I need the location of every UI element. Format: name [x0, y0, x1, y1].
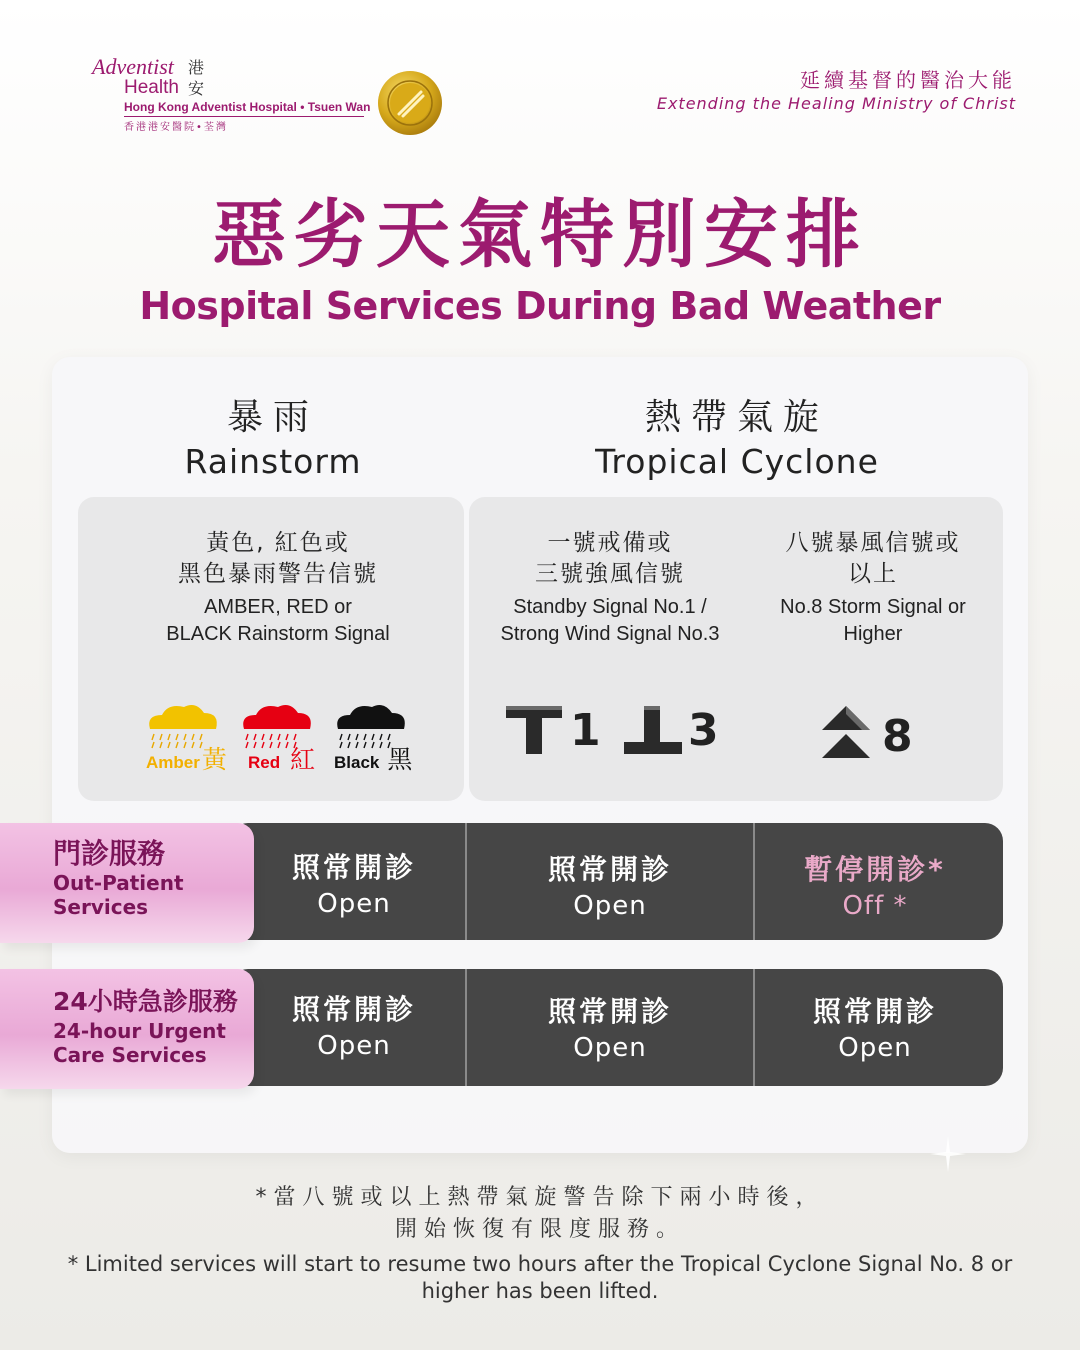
rainstorm-signal-en-2: BLACK Rainstorm Signal: [166, 623, 390, 645]
strong-wind-number-3: 3: [688, 705, 719, 756]
urgent-rainstorm-cell: [256, 992, 452, 1064]
red-label-en: Red: [248, 753, 281, 772]
footer-note-en-1: * Limited services will start to resume two hours after the Tropical Cyclone Signal No. 8 or: [67, 1252, 1013, 1276]
rainstorm-signal-en-1: AMBER, RED or: [204, 596, 352, 618]
status-en: Open: [838, 1033, 912, 1063]
rainstorm-signal-cn-1: 黃色, 紅色或: [206, 530, 350, 556]
outpatient-label-en-1: Out-Patient: [53, 871, 184, 895]
status-cn: 照常開診: [547, 995, 672, 1028]
status-cn: 照常開診: [547, 853, 672, 886]
rainstorm-header-cn: 暴雨: [226, 397, 319, 438]
logo-health-text: Health: [124, 77, 179, 98]
rainstorm-header-en: Rainstorm: [184, 442, 362, 481]
storm8-signal-en-1: No.8 Storm Signal or: [780, 596, 966, 618]
outpatient-label: [0, 823, 254, 943]
page-title-cn: 惡劣天氣特別安排: [212, 192, 868, 278]
status-cn: 照常開診: [291, 993, 416, 1026]
outpatient-rainstorm-cell: [256, 850, 452, 922]
urgent-standby-cell: [467, 994, 753, 1066]
black-label-cn: 黑: [387, 746, 413, 774]
page-title-en: Hospital Services During Bad Weather: [139, 284, 941, 328]
cyclone-header-en: Tropical Cyclone: [595, 442, 879, 481]
cyclone-header-cn: 熱帶氣旋: [644, 397, 829, 438]
storm8-signal-cn-2: 以上: [848, 561, 898, 587]
status-cn: 照常開診: [291, 851, 416, 884]
logo-cn-1: 港: [188, 58, 205, 77]
storm8-signal-text: [744, 528, 1002, 648]
urgent-care-label: [0, 969, 254, 1089]
storm8-signal-en-2: Higher: [843, 623, 903, 645]
footer-note-cn-2: 開始恢復有限度服務。: [394, 1217, 685, 1242]
red-label-cn: 紅: [290, 746, 316, 774]
status-cn: 暫停開診*: [804, 853, 946, 886]
standby-number-1: 1: [570, 705, 601, 756]
status-en: Open: [317, 889, 391, 919]
standby-signal-text: [470, 528, 750, 648]
urgent-care-label-en-2: Care Services: [53, 1043, 207, 1067]
rainstorm-header: [78, 396, 468, 484]
storm8-signal-cn-1: 八號暴風信號或: [785, 530, 961, 556]
motto-cn: 延續基督的醫治大能: [800, 68, 1016, 92]
rainstorm-signal-cn-2: 黑色暴雨警告信號: [178, 561, 378, 587]
urgent-care-label-cn: 24小時急診服務: [53, 987, 238, 1016]
black-label-en: Black: [334, 753, 380, 772]
footer-note-en-2: higher has been lifted.: [421, 1279, 659, 1303]
outpatient-storm8-cell: [755, 852, 995, 924]
status-cn: 照常開診: [812, 995, 937, 1028]
black-label: [334, 740, 412, 776]
t-signal-icon: [504, 704, 564, 756]
sparkle-icon: [930, 1136, 966, 1172]
accreditation-seal-icon: [377, 70, 443, 136]
outpatient-standby-cell: [467, 852, 753, 924]
logo-cn-2: 安: [188, 79, 205, 98]
amber-label: [146, 740, 227, 776]
amber-label-cn: 黃: [201, 746, 227, 774]
status-en: Open: [317, 1031, 391, 1061]
outpatient-label-cn: 門診服務: [53, 837, 166, 870]
urgent-storm8-cell: [755, 994, 995, 1066]
amber-label-en: Amber: [146, 753, 200, 772]
standby-signal-cn-1: 一號戒備或: [547, 530, 673, 556]
standby-signal-cn-2: 三號強風信號: [535, 561, 685, 587]
inverted-t-signal-icon: [622, 704, 684, 756]
hospital-name-en: Hong Kong Adventist Hospital • Tsuen Wan: [124, 100, 371, 114]
hospital-name-cn: 香港港安醫院•荃灣: [124, 122, 228, 133]
rainstorm-signal-text: [78, 528, 478, 648]
outpatient-label-en-2: Services: [53, 895, 149, 919]
status-en: Off *: [842, 891, 908, 921]
red-label: [248, 740, 315, 776]
standby-signal-en-2: Strong Wind Signal No.3: [500, 623, 720, 645]
standby-signal-en-1: Standby Signal No.1 /: [513, 596, 707, 618]
footer-note-cn-1: *當八號或以上熱帶氣旋警告除下兩小時後，: [255, 1185, 825, 1210]
status-en: Open: [573, 891, 647, 921]
cyclone-header: [470, 396, 1004, 484]
logo-divider: [124, 116, 364, 117]
urgent-care-label-en-1: 24-hour Urgent: [53, 1019, 226, 1043]
storm-signal-triangle-icon: [818, 704, 874, 760]
logo-adventist-text: Adventist: [92, 54, 174, 79]
status-en: Open: [573, 1033, 647, 1063]
motto-en: Extending the Healing Ministry of Christ: [656, 94, 1016, 113]
storm-number-8: 8: [882, 711, 913, 762]
